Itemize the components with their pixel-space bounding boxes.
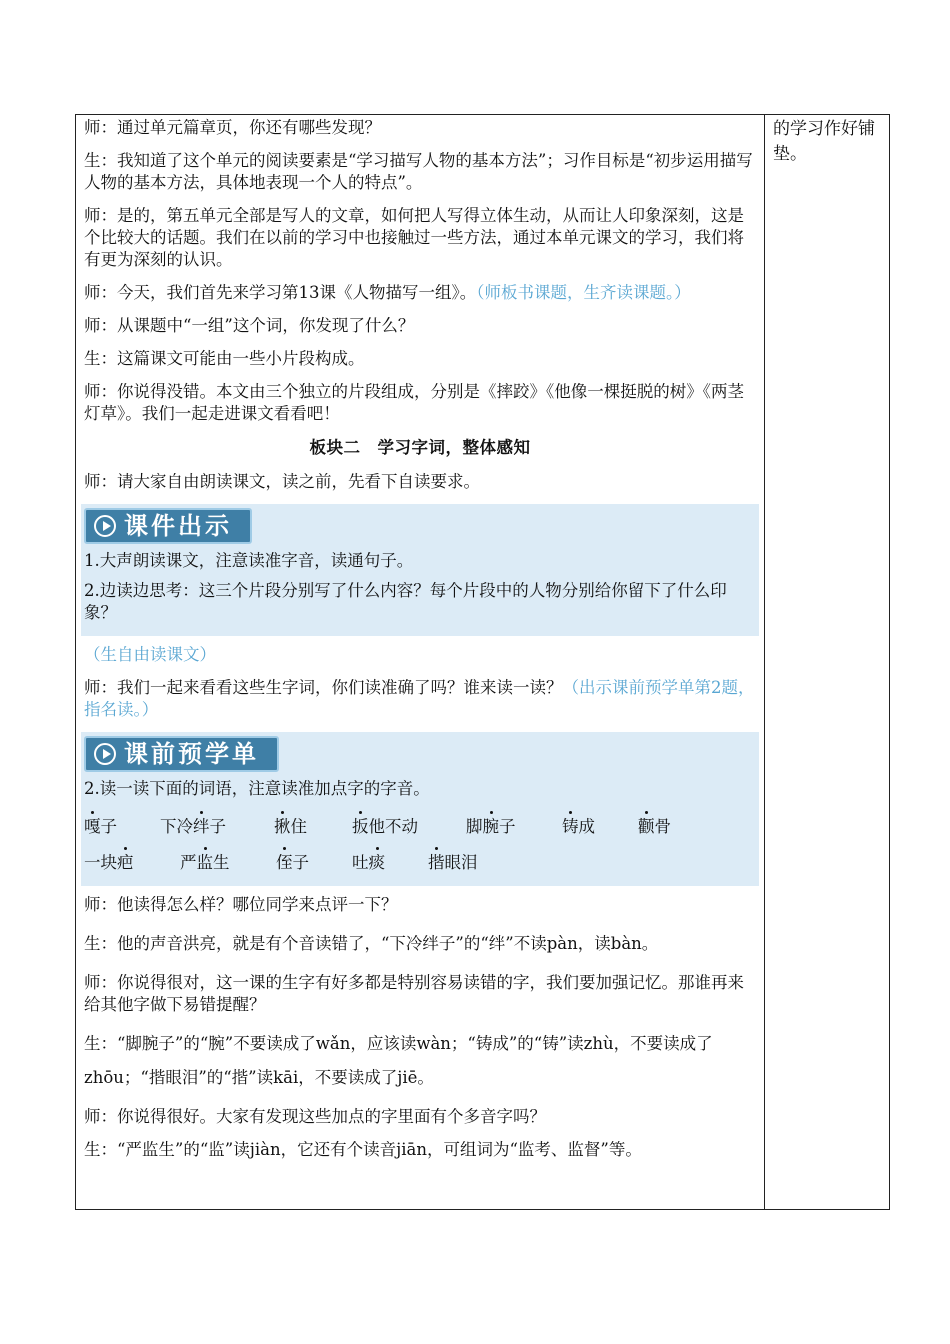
dialogue-line (84, 348, 756, 370)
dialogue-line (84, 315, 756, 337)
emphasis-dot (569, 811, 572, 814)
prestudy-instruction: 2.读一读下面的词语，注意读准加点字的字音。 (84, 779, 430, 798)
emphasis-dot (204, 847, 207, 850)
dialogue-line: 生：“脚腕子”的“腕”不要读成了wǎn，应该读wàn；“铸成”的“铸”读zhù，不要读成了zhōu；“揩眼泪”的“揩”读kāi，不要读成了jiē。 (84, 1034, 713, 1087)
vocab-word: 下冷绊子 (160, 810, 274, 840)
vocab-word: 铸成 (562, 810, 638, 840)
word-row-2 (84, 840, 756, 882)
prestudy-banner (84, 736, 279, 772)
emphasis-dot (435, 847, 438, 850)
vocab-word: 揩眼泪 (428, 846, 478, 876)
dialogue-line: 生：他的声音洪亮，就是有个音读错了，“下冷绊子”的“绊”不读pàn，读bàn。 (84, 934, 659, 953)
emphasis-dot (376, 847, 379, 850)
emphasis-dot (124, 847, 127, 850)
vocab-word: 侄子 (276, 846, 352, 876)
vocab-word: 一块疤 (84, 846, 180, 876)
prompt-line (84, 677, 756, 721)
courseware-banner (84, 508, 252, 544)
dialogue-text: 师：从课题中“一组”这个词，你发现了什么？ (84, 316, 415, 335)
dialogue-line: 师：你说得很好。大家有发现这些加点的字里面有个多音字吗？ (84, 1107, 546, 1126)
emphasis-dot (281, 811, 284, 814)
emphasis-dot (91, 811, 94, 814)
dialogue-line: 师：他读得怎么样？哪位同学来点评一下？ (84, 895, 398, 914)
dialogue-line (84, 117, 756, 139)
vocab-word: 吐痰 (352, 846, 428, 876)
play-icon (94, 743, 116, 765)
dialogue-text: 师：是的，第五单元全部是写人的文章，如何把人写得立体生动，从而让人印象深刻，这是个比较大的话题。我们在以前的学习中也接触过一些方法，通过本单元课文的学习，我们将有更为深刻的认识。 (84, 206, 744, 269)
main-column (84, 117, 756, 1172)
word-row-1 (84, 804, 756, 846)
intro-line: 师：请大家自由朗读课文，读之前，先看下自读要求。 (84, 472, 480, 491)
dialogue-line (84, 150, 756, 194)
prestudy-title: 课前预学单 (124, 740, 259, 768)
dialogue-text: 师：通过单元篇章页，你还有哪些发现？ (84, 118, 381, 137)
dialogue-text: 师：你说得没错。本文由三个独立的片段组成，分别是《摔跤》《他像一棵挺脱的树》《两茎灯草》。我们一起走进课文看看吧！ (84, 382, 744, 423)
dialogue-line: 生：“严监生”的“监”读jiàn，它还有个读音jiān，可组词为“监考、监督”等。 (84, 1140, 642, 1159)
vocab-word: 严监生 (180, 846, 276, 876)
play-icon (94, 515, 116, 537)
emphasis-dot (359, 811, 362, 814)
emphasis-dot (283, 847, 286, 850)
prompt-text: 师：我们一起来看看这些生字词，你们读准确了吗？谁来读一读？ (84, 678, 563, 697)
panel-line-2: 2.边读边思考：这三个片段分别写了什么内容？每个片段中的人物分别给你留下了什么印象？ (84, 581, 727, 622)
dialogue-block-b (84, 894, 756, 1161)
vocab-word: 扳他不动 (352, 810, 466, 840)
teaching-note: （师板书课题，生齐读课题。） (476, 283, 691, 302)
prompt-note: （出示课前预学单第2题，指名读。） (84, 678, 755, 719)
section-heading: 板块二 学习字词，整体感知 (309, 438, 531, 457)
side-note: 的学习作好铺垫。 (773, 119, 875, 164)
vocab-word: 颧骨 (638, 810, 671, 840)
vocab-word: 脚腕子 (466, 810, 562, 840)
dialogue-line (84, 381, 756, 425)
courseware-panel (81, 504, 759, 636)
lesson-table (75, 114, 890, 1210)
courseware-title: 课件出示 (124, 512, 232, 540)
dialogue-text: 生：这篇课文可能由一些小片段构成。 (84, 349, 365, 368)
vocab-word: 嘎子 (84, 810, 160, 840)
emphasis-dot (645, 811, 648, 814)
vocab-word: 揪住 (274, 810, 352, 840)
dialogue-line (84, 282, 756, 304)
dialogue-line: 师：你说得很对，这一课的生字有好多都是特别容易读错的字，我们要加强记忆。那谁再来给其他字做下易错提醒？ (84, 973, 744, 1014)
column-divider (764, 115, 765, 1209)
emphasis-dot (490, 811, 493, 814)
dialogue-text: 师：今天，我们首先来学习第13课《人物描写一组》。 (84, 283, 477, 302)
dialogue-block-a (84, 117, 756, 425)
dialogue-text: 生：我知道了这个单元的阅读要素是“学习描写人物的基本方法”；习作目标是“初步运用描写人物的基本方法，具体地表现一个人的特点”。 (84, 151, 753, 192)
dialogue-line (84, 205, 756, 271)
emphasis-dot (200, 811, 203, 814)
panel-line-1: 1.大声朗读课文，注意读准字音，读通句子。 (84, 551, 414, 570)
prestudy-panel (81, 732, 759, 886)
free-read-note: （生自由读课文） (84, 645, 216, 664)
